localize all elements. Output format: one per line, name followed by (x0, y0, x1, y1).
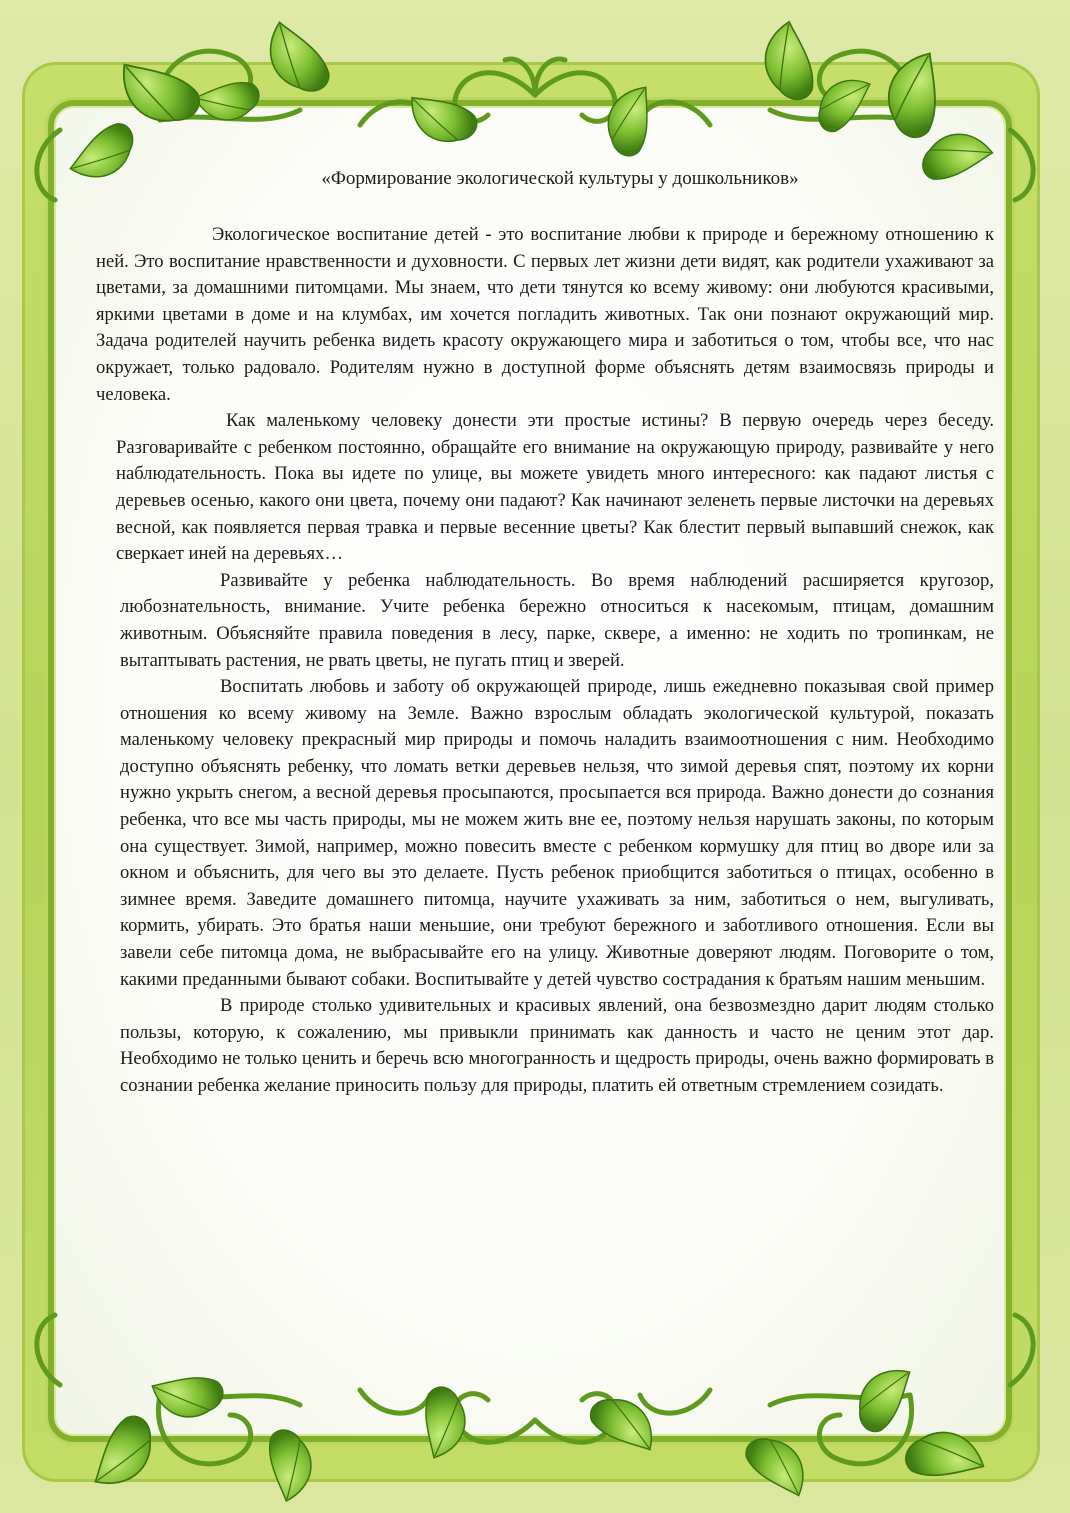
paragraph-2: Как маленькому человеку донести эти простые истины? В первую очередь через беседу. Разговаривайте с ребенком постоянно, обращайте его внимание на окружающую природу, развивайте у него наблюдательность. Пока вы идете по улице, вы можете увидеть много интересного: как падают листья с деревьев осенью, какого они цвета, почему они падают? Как начинают зеленеть первые листочки на деревьях весной, как появляется первая травка и первые весенние цветы? Как блестит первый выпавший снежок, как сверкает иней на деревьях… (116, 410, 994, 565)
document-body (96, 222, 994, 1100)
paragraph-3: Развивайте у ребенка наблюдательность. Во время наблюдений расширяется кругозор, любознательность, внимание. Учите ребенка бережно относиться к насекомым, птицам, домашним животным. Объясняйте правила поведения в лесу, парке, сквере, а именно: не ходить по тропинкам, не вытаптывать растения, не рвать цветы, не пугать птиц и зверей. (120, 569, 994, 671)
document-title: «Формирование экологической культуры у дошкольников» (321, 168, 799, 189)
paragraph-4: Воспитать любовь и заботу об окружающей природе, лишь ежедневно показывая свой пример отношения ко всему живому на Земле. Важно взрослым обладать экологической культурой, показать маленькому человеку прекрасный мир природы и помочь наладить взаимоотношения с ним. Необходимо доступно объяснять ребенку, что ломать ветки деревьев нельзя, что зимой деревья спят, поэтому их корни нужно укрыть снегом, а весной деревья просыпаются, просыпается вся природа. Важно донести до сознания ребенка, что все мы часть природы, мы не можем жить вне ее, поэтому нельзя нарушать законы, по которым она существует. Зимой, например, можно повесить вместе с ребенком кормушку для птиц во дворе или за окном и объяснить, для чего вы это делаете. Пусть ребенок приобщится заботиться о птицах, особенно в зимнее время. Заведите домашнего питомца, научите ухаживать за ним, заботиться о нем, выгуливать, кормить, убирать. Это братья наши меньшие, они требуют бережного и заботливого отношения. Если вы завели себе питомца дома, не выбрасывайте его на улицу. Животные доверяют людям. Поговорите о том, какими преданными бывают собаки. Воспитывайте у детей чувство сострадания к братьям нашим меньшим. (120, 676, 994, 990)
paragraph-1: Экологическое воспитание детей - это воспитание любви к природе и бережному отношению к ней. Это воспитание нравственности и духовности. С первых лет жизни дети видят, как родители ухаживают за цветами, за домашними питомцами. Мы знаем, что дети тянутся ко всему живому: они любуются красивыми, яркими цветами в доме и на клумбах, им хочется погладить животных. Так они познают окружающий мир. Задача родителей научить ребенка видеть красоту окружающего мира и заботиться о том, чтобы все, что нас окружает, только радовало. Родителям нужно в доступной форме объяснять детям взаимосвязь природы и человека. (96, 224, 994, 405)
paragraph-5: В природе столько удивительных и красивых явлений, она безвозмездно дарит людям столько пользы, которую, к сожалению, мы привыкли принимать как данность и часто не ценим этот дар. Необходимо не только ценить и беречь всю многогранность и щедрость природы, очень важно формировать в сознании ребенка желание приносить пользу для природы, платить ей ответным стремлением созидать. (120, 995, 994, 1096)
